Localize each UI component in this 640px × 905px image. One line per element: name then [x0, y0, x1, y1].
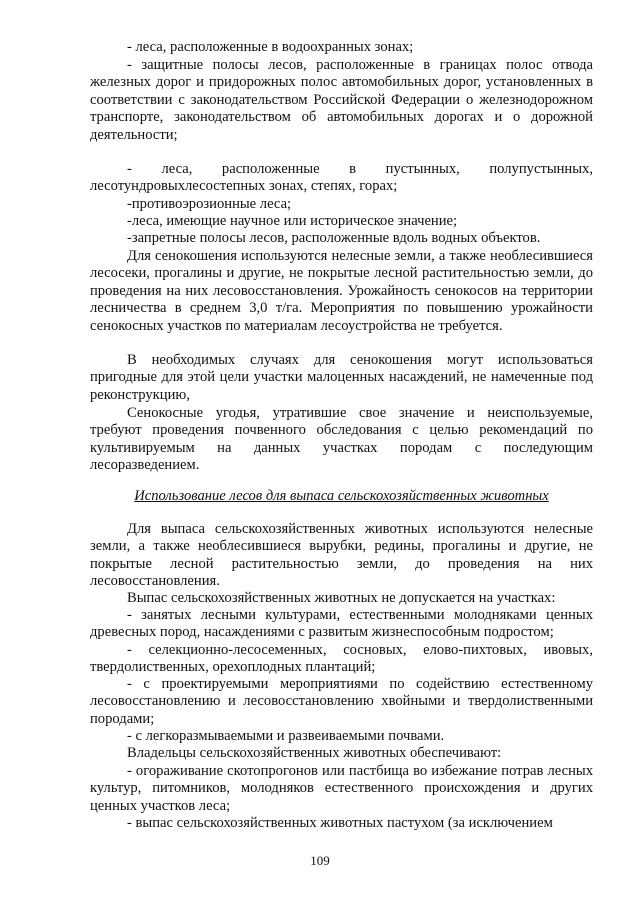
paragraph-anti-erosion: -противоэрозионные леса;: [127, 196, 292, 212]
paragraph-eroded-soils: - с легкоразмываемыми и развеиваемыми почвами.: [127, 728, 445, 744]
paragraph-protective-strips: - защитные полосы лесов, расположенные в границах полос отвода железных дорог и придорожных полос автомобильных дорог, установленных в соответствии с законодательством Российской Федерации о железнодорожном транспорте, законодательством об автомобильных дорогах и о дорожной деятельности;: [90, 57, 593, 143]
paragraph-grazing-not-allowed: Выпас сельскохозяйственных животных не допускается на участках:: [127, 590, 556, 606]
paragraph-forbidden-strips: -запретные полосы лесов, расположенные вдоль водных объектов.: [127, 230, 541, 246]
paragraph-haymaking-lands: Для сенокошения используются нелесные земли, а также необлесившиеся лесосеки, прогалины и другие, не покрытые лесной растительностью земли, до проведения на них лесовосстановления. Урожайность сенокосов на территории лесничества в среднем 3,0 т/га. Мероприятия по повышению урожайности сенокосных участков по материалам лесоустройства не требуется.: [90, 248, 593, 334]
paragraph-owners-provide: Владельцы сельскохозяйственных животных обеспечивают:: [127, 745, 502, 761]
paragraph-water-protection-forests: - леса, расположенные в водоохранных зонах;: [127, 39, 414, 55]
paragraph-grazing-lands: Для выпаса сельскохозяйственных животных используются нелесные земли, а также необлесившиеся вырубки, редины, прогалины и другие, не покрытые лесной растительностью земли, до проведения на них лесовосстановления.: [90, 521, 593, 590]
paragraph-shepherd-grazing: - выпас сельскохозяйственных животных пастухом (за исключением: [127, 815, 553, 831]
paragraph-fencing: - огораживание скотопрогонов или пастбища во избежание потрав лесных культур, питомников, молодняков естественного происхождения и других ценных участков леса;: [90, 763, 593, 814]
paragraph-reforestation: - с проектируемыми мероприятиями по содействию естественному лесовосстановлению и лесовосстановлению хвойными и твердолиственными породами;: [90, 676, 593, 727]
paragraph-scientific-forests: -леса, имеющие научное или историческое значение;: [127, 213, 458, 229]
paragraph-hay-lands-survey: Сенокосные угодья, утратившие свое значение и неиспользуемые, требуют проведения почвенного обследования с целью рекомендаций по культивируемым на данных участках породам с последующим лесоразведением.: [90, 405, 593, 474]
section-heading: Использование лесов для выпаса сельскохозяйственных животных: [134, 488, 549, 504]
paragraph-haymaking-low-value: В необходимых случаях для сенокошения могут использоваться пригодные для этой цели участки малоценных насаждений, не намеченные под реконструкцию,: [90, 352, 593, 403]
paragraph-plantations: - селекционно-лесосеменных, сосновых, елово-пихтовых, ивовых, твердолиственных, орехоплодных плантаций;: [90, 642, 593, 676]
paragraph-desert-forests: - леса, расположенные в пустынных, полупустынных, лесотундровыхлесостепных зонах, степях, горах;: [90, 161, 593, 195]
page-number: 109: [310, 853, 330, 868]
paragraph-forest-cultures: - занятых лесными культурами, естественными молодняками ценных древесных пород, насаждениями с развитым жизнеспособным подростом;: [90, 607, 593, 641]
